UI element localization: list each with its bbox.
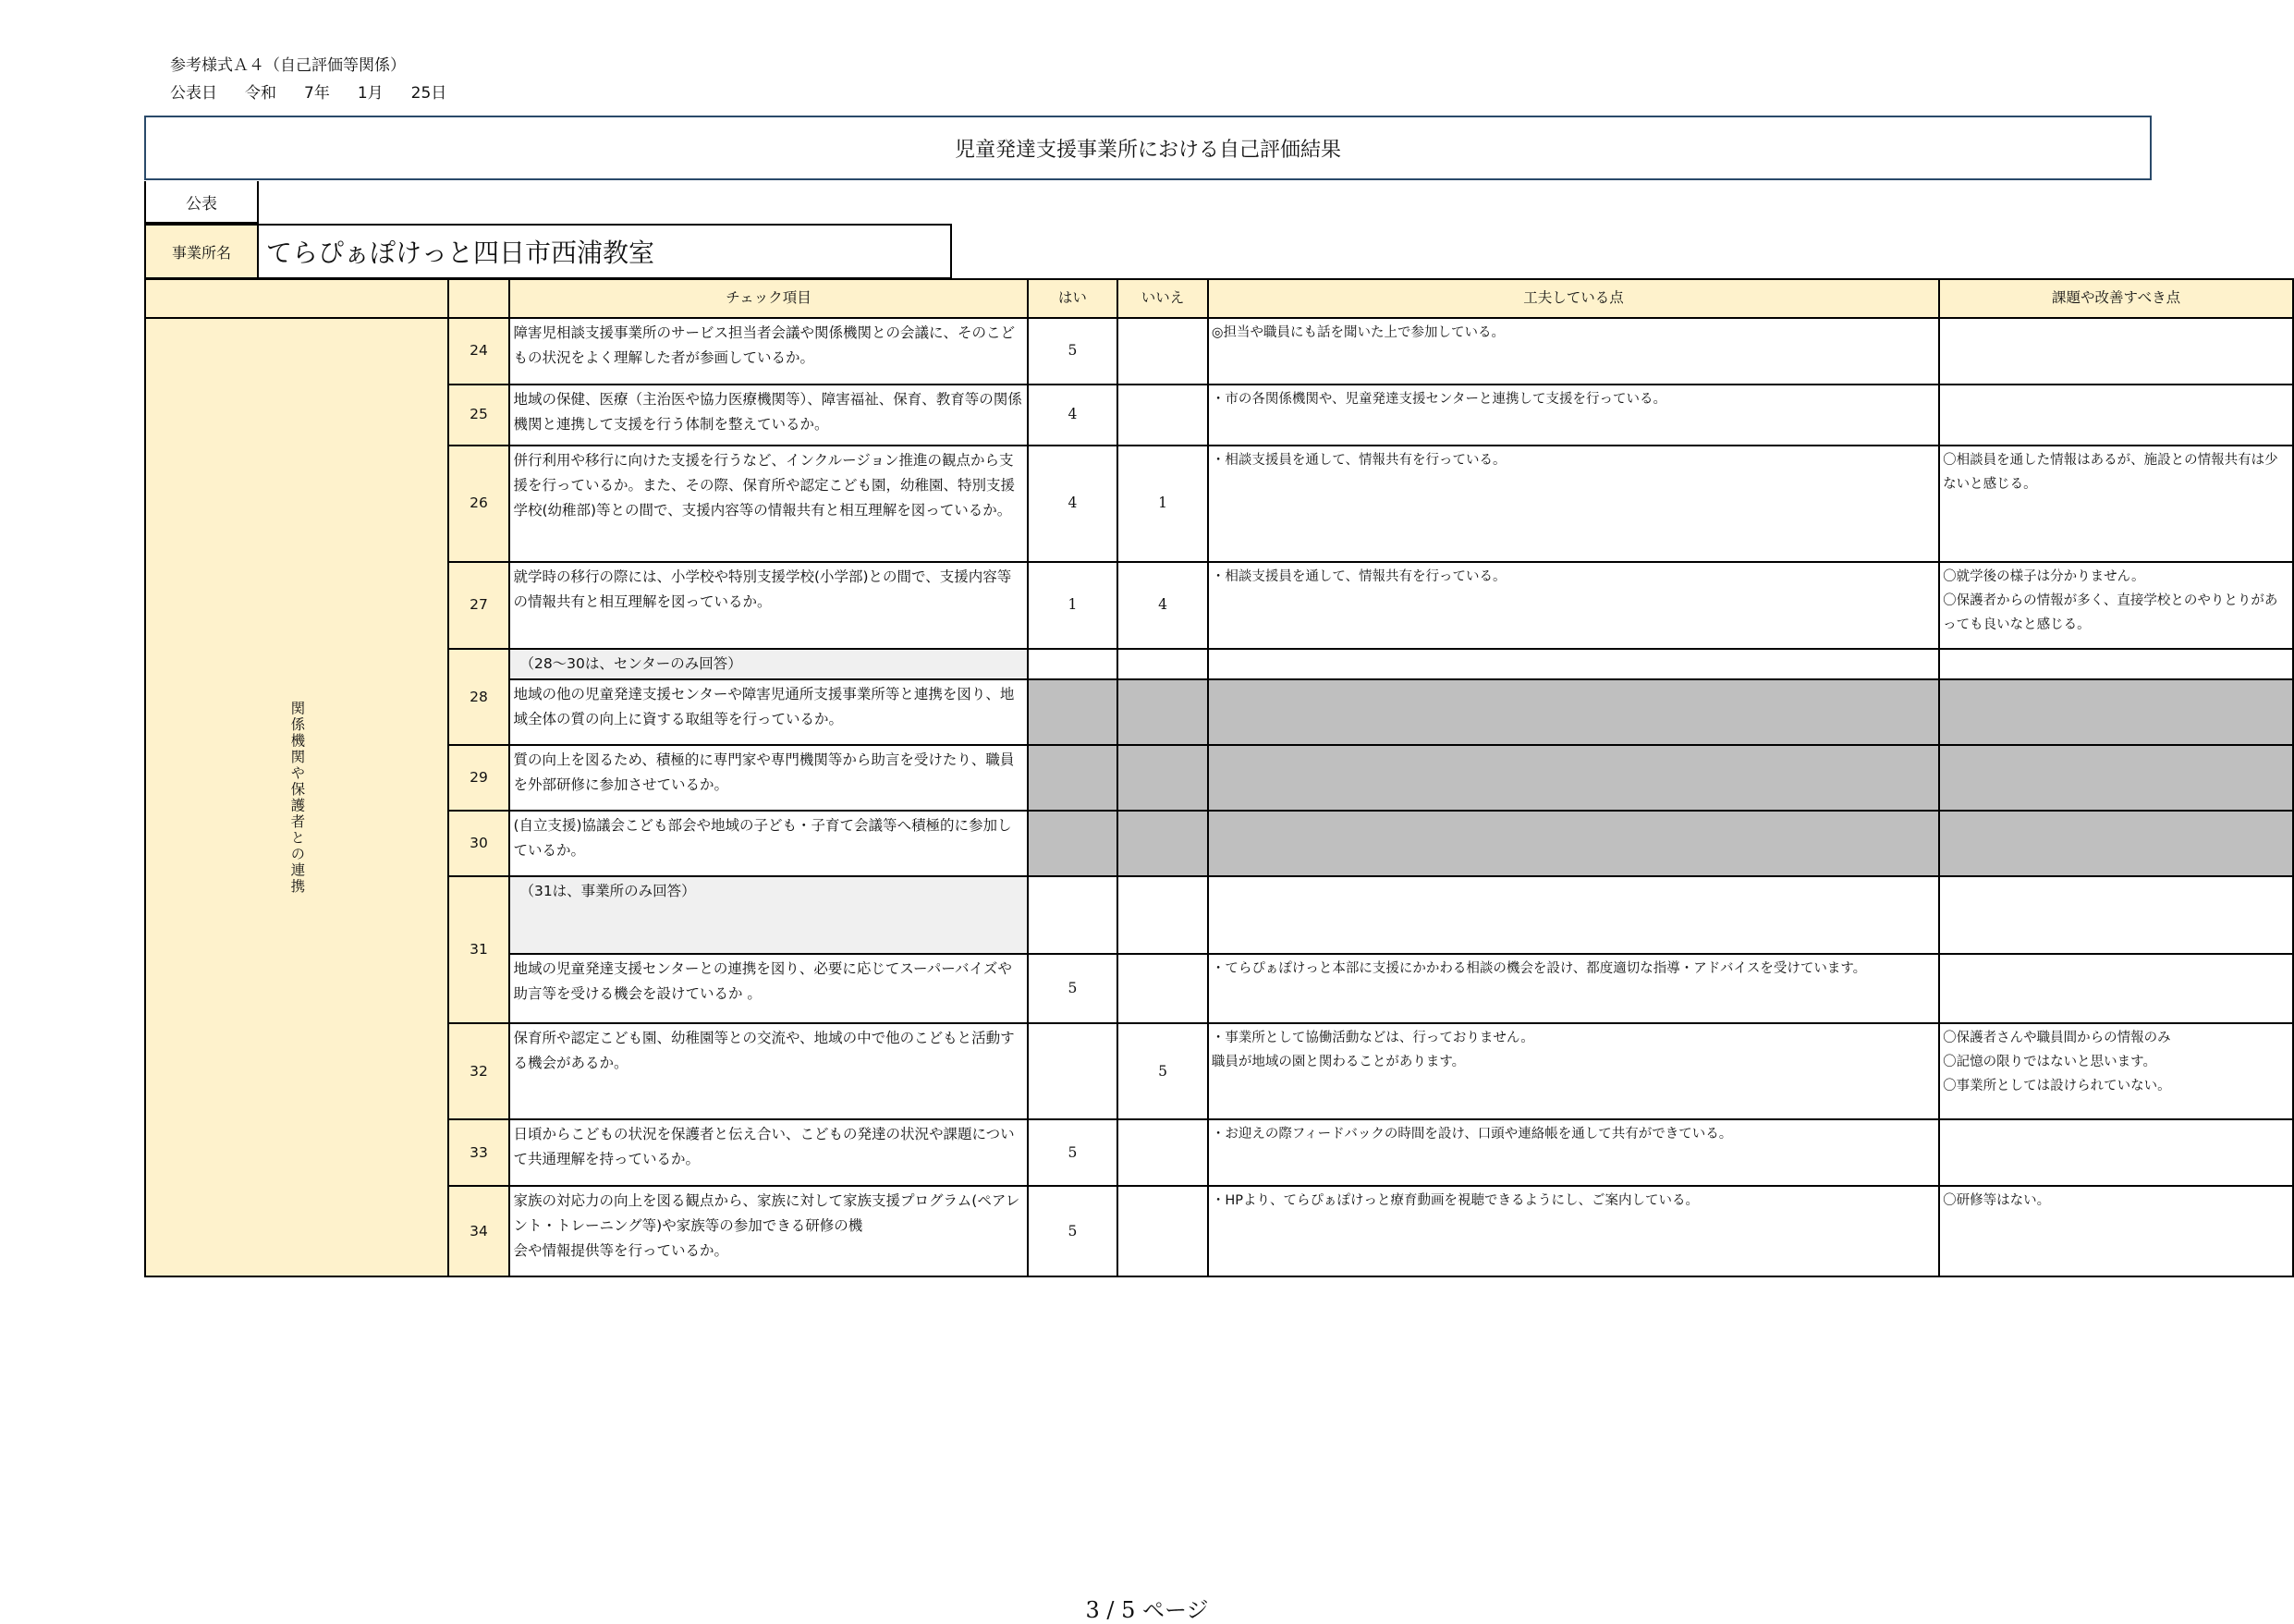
improvement-line: 〇就学後の様子は分かりません。 — [1943, 569, 2145, 584]
publication-date — [170, 79, 474, 103]
table-row — [145, 1186, 2293, 1276]
yes-count — [1028, 1023, 1118, 1119]
empty-cell — [1028, 876, 1118, 954]
header-yes: はい — [1028, 279, 1118, 318]
yes-count: 5 — [1028, 1186, 1118, 1276]
yes-count: 4 — [1028, 446, 1118, 562]
disabled-cell — [1117, 811, 1208, 876]
table-row — [145, 876, 2293, 954]
office-label: 事業所名 — [144, 224, 259, 279]
disabled-cell — [1939, 745, 2293, 811]
disabled-cell — [1208, 811, 1939, 876]
empty-cell — [1117, 649, 1208, 679]
check-item-text: 地域の他の児童発達支援センターや障害児通所支援事業所等と連携を図り、地域全体の質の向上に資する取組等を行っているか。 — [509, 679, 1027, 745]
page-title: 児童発達支援事業所における自己評価結果 — [144, 116, 2152, 180]
header-good-points: 工夫している点 — [1208, 279, 1939, 318]
row-number: 26 — [448, 446, 510, 562]
header-check-item: チェック項目 — [509, 279, 1027, 318]
no-count: 4 — [1117, 562, 1208, 649]
good-points-text: ・HPより、てらぴぁぽけっと療育動画を視聴できるようにし、ご案内している。 — [1208, 1186, 1939, 1276]
check-item-text: 保育所や認定こども園、幼稚園等との交流や、地域の中で他のこどもと活動する機会があるか。 — [509, 1023, 1027, 1119]
good-points-text: ・市の各関係機関や、児童発達支援センターと連携して支援を行っている。 — [1208, 385, 1939, 446]
check-item-text: 日頃からこどもの状況を保護者と伝え合い、こどもの発達の状況や課題について共通理解を持っているか。 — [509, 1119, 1027, 1186]
row-number: 27 — [448, 562, 510, 649]
table-row — [145, 1023, 2293, 1119]
pub-date-day: 25日 — [410, 84, 447, 103]
header-blank — [145, 279, 448, 318]
no-count: 5 — [1117, 1023, 1208, 1119]
no-count — [1117, 954, 1208, 1023]
improvement-text — [1939, 1119, 2293, 1186]
row-number: 32 — [448, 1023, 510, 1119]
improvement-line: 〇保護者さんや職員間からの情報のみ — [1943, 1031, 2171, 1046]
no-count: 1 — [1117, 446, 1208, 562]
check-item-text: 質の向上を図るため、積極的に専門家や専門機関等から助言を受けたり、職員を外部研修に参加させているか。 — [509, 745, 1027, 811]
check-item-text: 障害児相談支援事業所のサービス担当者会議や関係機関との会議に、そのこどもの状況をよく理解した者が参画しているか。 — [509, 318, 1027, 385]
table-row — [145, 745, 2293, 811]
improvement-line: 〇記憶の限りではないと思います。 — [1943, 1055, 2157, 1070]
improvement-text — [1939, 318, 2293, 385]
no-count — [1117, 385, 1208, 446]
good-points-line: ・事業所として協働活動などは、行っておりません。 — [1211, 1031, 1534, 1046]
yes-count: 5 — [1028, 1119, 1118, 1186]
row-number: 34 — [448, 1186, 510, 1276]
disabled-cell — [1939, 811, 2293, 876]
good-points-text: ・お迎えの際フィードバックの時間を設け、口頭や連絡帳を通して共有ができている。 — [1208, 1119, 1939, 1186]
publication-value — [257, 181, 2152, 224]
pub-date-month: 1月 — [357, 84, 384, 103]
improvement-text — [1939, 1023, 2293, 1119]
check-item-text: 就学時の移行の際には、小学校や特別支援学校(小学部)との間で、支援内容等の情報共有と相互理解を図っているか。 — [509, 562, 1027, 649]
office-name: てらぴぁぽけっと四日市西浦教室 — [257, 224, 952, 279]
yes-count: 5 — [1028, 954, 1118, 1023]
check-item-line: 家族の対応力の向上を図る観点から、家族に対して家族支援プログラム(ペアレント・トレーニング等)や家族等の参加できる研修の機 — [513, 1192, 1020, 1235]
table-row — [145, 1119, 2293, 1186]
yes-count: 1 — [1028, 562, 1118, 649]
disabled-cell — [1208, 745, 1939, 811]
improvement-line: 〇保護者からの情報が多く、直接学校とのやりとりがあっても良いなと感じる。 — [1943, 593, 2278, 633]
empty-cell — [1208, 649, 1939, 679]
disabled-cell — [1028, 679, 1118, 745]
row-number: 24 — [448, 318, 510, 385]
good-points-text: ◎担当や職員にも話を聞いた上で参加している。 — [1208, 318, 1939, 385]
improvement-text — [1939, 954, 2293, 1023]
table-header — [145, 279, 2293, 318]
no-count — [1117, 1186, 1208, 1276]
table-row — [145, 446, 2293, 562]
improvement-text: 〇相談員を通した情報はあるが、施設との情報共有は少ないと感じる。 — [1939, 446, 2293, 562]
good-points-text — [1208, 1023, 1939, 1119]
improvement-text — [1939, 385, 2293, 446]
header-no: いいえ — [1117, 279, 1208, 318]
empty-cell — [1939, 649, 2293, 679]
page-number: 3 / 5 ページ — [1085, 1597, 1209, 1623]
good-points-text: ・てらぴぁぽけっと本部に支援にかかわる相談の機会を設け、都度適切な指導・アドバイスを受けています。 — [1208, 954, 1939, 1023]
row-number: 31 — [448, 876, 510, 1023]
yes-count: 4 — [1028, 385, 1118, 446]
improvement-text: 〇研修等はない。 — [1939, 1186, 2293, 1276]
empty-cell — [1939, 876, 2293, 954]
good-points-line: 職員が地域の園と関わることがあります。 — [1211, 1055, 1466, 1070]
check-item-text — [509, 1186, 1027, 1276]
check-item-text: (自立支援)協議会こども部会や地域の子ども・子育て会議等へ積極的に参加しているか。 — [509, 811, 1027, 876]
disabled-cell — [1028, 745, 1118, 811]
section-note: （28～30は、センターのみ回答） — [509, 649, 1027, 679]
check-item-text: 地域の児童発達支援センターとの連携を図り、必要に応じてスーパーバイズや助言等を受ける機会を設けているか 。 — [509, 954, 1027, 1023]
category-cell — [145, 318, 448, 1276]
row-number: 29 — [448, 745, 510, 811]
row-number: 33 — [448, 1119, 510, 1186]
disabled-cell — [1208, 679, 1939, 745]
section-note: （31は、事業所のみ回答） — [509, 876, 1027, 954]
improvement-line: 〇事業所としては設けられていない。 — [1943, 1079, 2171, 1094]
table-row — [145, 811, 2293, 876]
empty-cell — [1208, 876, 1939, 954]
form-label: 参考様式Ａ４（自己評価等関係） — [170, 56, 406, 75]
good-points-text: ・相談支援員を通して、情報共有を行っている。 — [1208, 562, 1939, 649]
check-item-text: 地域の保健、医療（主治医や協力医療機関等）、障害福祉、保育、教育等の関係機関と連携して支援を行う体制を整えているか。 — [509, 385, 1027, 446]
yes-count: 5 — [1028, 318, 1118, 385]
empty-cell — [1028, 649, 1118, 679]
table-row — [145, 318, 2293, 385]
header-blank — [448, 279, 510, 318]
row-number: 30 — [448, 811, 510, 876]
row-number: 28 — [448, 649, 510, 745]
pub-date-era: 令和 — [245, 84, 276, 103]
disabled-cell — [1117, 745, 1208, 811]
disabled-cell — [1028, 811, 1118, 876]
publication-label: 公表 — [144, 181, 259, 224]
evaluation-table — [144, 278, 2294, 1277]
no-count — [1117, 318, 1208, 385]
pub-date-year: 7年 — [304, 84, 330, 103]
check-item-text: 併行利用や移行に向けた支援を行うなど、インクルージョン推進の観点から支援を行っているか。また、その際、保育所や認定こども園，幼稚園、特別支援学校(幼稚部)等との間で、支援内容等の情報共有と相互理解を図っているか。 — [509, 446, 1027, 562]
no-count — [1117, 1119, 1208, 1186]
table-row — [145, 649, 2293, 679]
check-item-line: 会や情報提供等を行っているか。 — [513, 1242, 728, 1260]
row-number: 25 — [448, 385, 510, 446]
pub-date-label: 公表日 — [170, 84, 217, 103]
disabled-cell — [1117, 679, 1208, 745]
category-label: 関係機関や保護者との連携 — [288, 700, 306, 895]
good-points-text: ・相談支援員を通して、情報共有を行っている。 — [1208, 446, 1939, 562]
empty-cell — [1117, 876, 1208, 954]
table-row — [145, 385, 2293, 446]
improvement-text — [1939, 562, 2293, 649]
disabled-cell — [1939, 679, 2293, 745]
header-improvements: 課題や改善すべき点 — [1939, 279, 2293, 318]
table-row — [145, 562, 2293, 649]
